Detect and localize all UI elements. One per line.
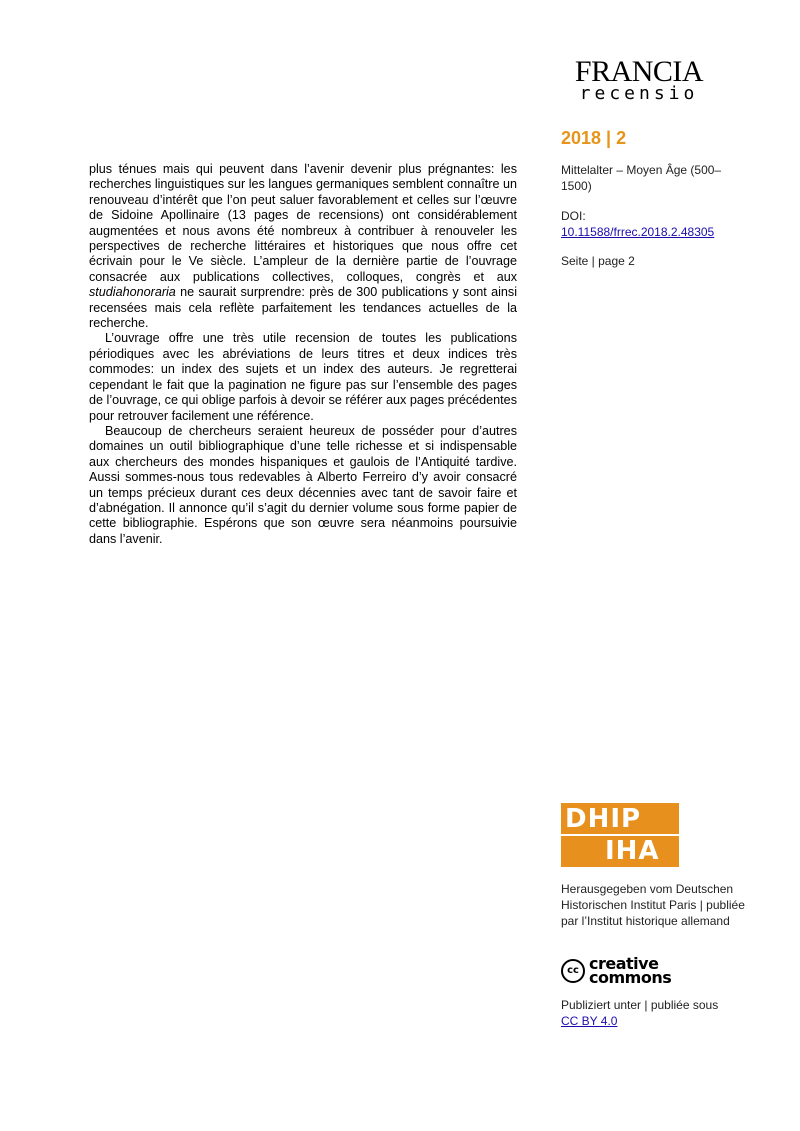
publisher-text: Herausgegeben vom Deutschen Historischen Institut Paris | publiée par l’Institut historique allemand (561, 882, 745, 928)
period-label: Mittelalter – Moyen Âge (500–1500) (561, 163, 722, 193)
license-text: Publiziert unter | publiée sous (561, 998, 719, 1012)
logo-recensio-text: recensio (579, 83, 699, 104)
license-link[interactable]: CC BY 4.0 (561, 1014, 618, 1028)
doi-block (561, 208, 746, 240)
iha-logo-text: IHA (605, 836, 660, 866)
page-number: Seite | page 2 (561, 254, 635, 268)
logo-francia-text: FRANCIA (574, 55, 704, 88)
paragraph-3: Beaucoup de chercheurs seraient heureux de posséder pour d’autres domaines un outil bibliographique d’une telle richesse et si indispensable aux chercheurs des mondes hispaniques et gaulois de l’Antiquité tardive. Aussi sommes-nous tous redevables à Alberto Ferreiro d’y avoir consacré un temps précieux durant ces deux décennies avec tant de savoir faire et d’abnégation. Il annonce qu’il s’agit du dernier volume sous forme papier de cette bibliographie. Espérons que son œuvre sera néanmoins poursuivie dans l’avenir. (89, 423, 517, 546)
license-block (561, 997, 746, 1029)
paragraph-2: L’ouvrage offre une très utile recension de toutes les publications périodiques avec les abréviations de leurs titres et deux indices très commodes: un index des sujets et un index des auteurs. Je regretterai cependant le fait que la pagination ne figure pas sur l’ensemble des pages de l’ouvrage, ce qui oblige parfois à devoir se référer aux pages précédentes pour retrouver facilement une référence. (89, 331, 517, 423)
paragraph-1: plus ténues mais qui peuvent dans l’avenir devenir plus prégnantes: les recherches linguistiques sur les langues germaniques semblent connaître un renouveau d’intérêt que l’on peut saluer favorablement et celles sur l’œuvre de Sidoine Apollinaire (13 pages de recensions) ont considérablement augmentées et nous avons été nombreux à contribuer à renouveler les perspectives de recherche littéraires et historiques que nous offre cet écrivain pour le Ve siècle. L’ampleur de la dernière partie de l’ouvrage consacrée aux publications collectives, colloques, congrès et aux studiahonoraria ne saurait surprendre: près de 300 publications y sont ainsi recensées mais cela reflète parfaitement les tendances actuelles de la recherche. (89, 162, 517, 331)
creative-commons-logo (561, 954, 691, 989)
article-body (89, 162, 517, 547)
dhip-logo-text: DHIP (565, 804, 642, 834)
doi-label: DOI: (561, 209, 586, 223)
cc-icon: cc (561, 959, 585, 983)
doi-link[interactable]: 10.11588/frrec.2018.2.48305 (561, 225, 715, 239)
issue-number: 2018 | 2 (561, 128, 627, 148)
francia-recensio-logo (559, 55, 719, 104)
dhip-iha-logo (561, 803, 679, 867)
cc-wordmark: creative commons (589, 954, 672, 987)
